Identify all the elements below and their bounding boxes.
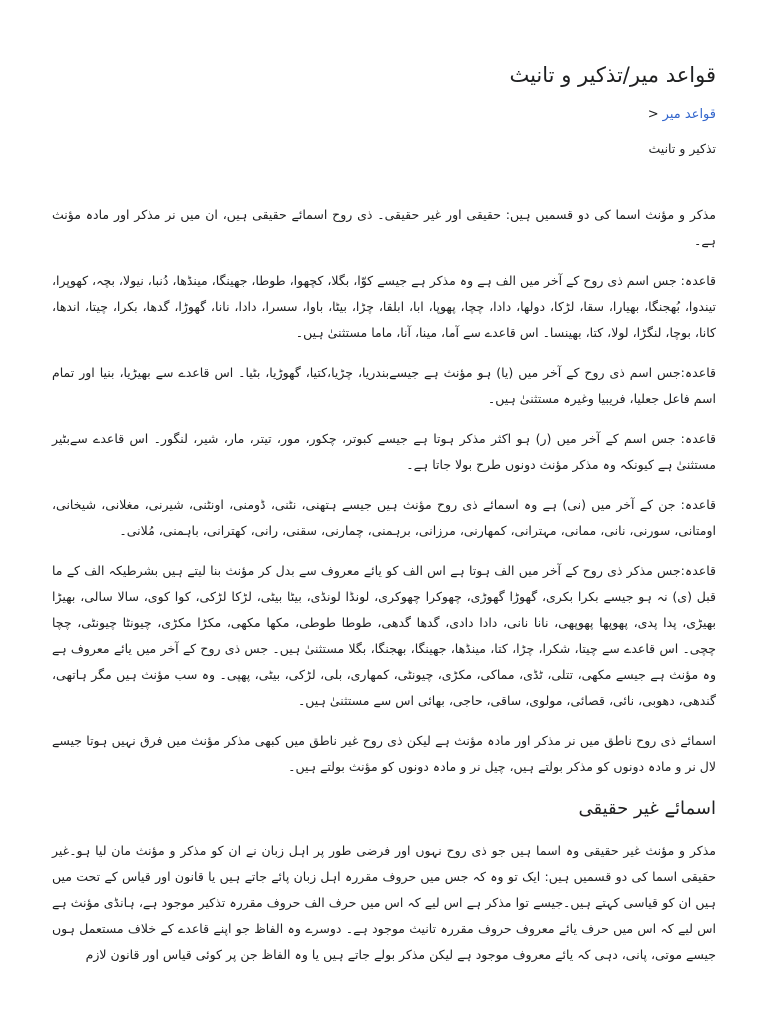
section-label: تذکیر و تانیث [648,141,716,156]
article-body [52,136,716,982]
paragraph-ghair-haqiqi: مذکر و مؤنث غیر حقیقی وہ اسما ہیں جو ذی روح نہوں اور فرضی طور پر اہل زبان نے ان کو مذکر و مؤنث مان لیا ہو۔غیر حقیقی اسما کی دو قسمیں ہیں: ایک تو وہ کہ جس میں حروف مقررہ اہل زبان پائے جاتے ہیں یا قانون اور قیاس کے تحت میں ہیں ان کو قیاسی کہتے ہیں۔جیسے توا مذکر ہے اس لیے کہ اس میں حرف الف حروف مقررہ تذکیر موجود ہے، ہانڈی مؤنث ہے اس لیے کہ اس میں حرف یائے معروف حروف مقررہ تانیث موجود ہے۔ دوسرے وہ الفاظ جو اپنے قاعدے کے خلاف مستعمل ہوں جیسے موتی، پانی، دہی کہ یائے معروف موجود ہے لیکن مذکر بولے جاتے ہیں یا وہ الفاظ جن پر کوئی قیاس اور قانون لازم [52,843,716,962]
paragraph-rule-ni: قاعدہ: جن کے آخر میں (نی) ہے وہ اسمائے ذی روح مؤنث ہیں جیسے ہتھنی، نٹنی، ڈومنی، اونٹنی، شیرنی، مغلانی، شیخانی، اومتانی، سورنی، نانی، ممانی، مہترانی، کمھارنی، مرزانی، برہمنی، چمارنی، سقنی، رانی، کھترانی، باہمنی، مُلانی۔ [52,497,716,538]
paragraph-natiq: اسمائے ذی روح ناطق میں نر مذکر اور مادہ مؤنث ہے لیکن ذی روح غیر ناطق میں کبھی مذکر مؤنث میں فرق نہیں ہوتا جیسے لال نر و مادہ دونوں کو مذکر بولتے ہیں، چیل نر و مادہ دونوں کو مؤنث بولتے ہیں۔ [52,733,716,774]
paragraph-intro: مذکر و مؤنث اسما کی دو قسمیں ہیں: حقیقی اور غیر حقیقی۔ ذی روح اسمائے حقیقی ہیں، ان میں نر مذکر اور مادہ مؤنث ہے۔ [52,207,716,248]
paragraph-rule-ya: قاعدہ:جس اسم ذی روح کے آخر میں (یا) ہو مؤنث ہے جیسےبندریا، چڑیا،کتیا، گھوڑیا، بٹیا۔ اس قاعدے سے بھیڑیا، بنیا اور تمام اسم فاعل جعلیا، فریبیا وغیرہ مستثنیٰ ہیں۔ [52,365,716,406]
section-heading-ghair-haqiqi: اسمائے غیر حقیقی [578,798,716,819]
breadcrumb-separator: < [647,107,659,122]
breadcrumb [52,104,716,126]
breadcrumb-link-qawaid-mir[interactable]: قواعد میر [662,107,716,122]
page-container [52,0,716,1024]
paragraph-rule-ra: قاعدہ: جس اسم کے آخر میں (ر) ہو اکثر مذکر ہوتا ہے جیسے کبوتر، چکور، مور، تیتر، مار، شیر، لنگور۔ اس قاعدے سےبٹیر مستثنیٰ ہے کیونکہ وہ مذکر مؤنث دونوں طرح بولا جاتا ہے۔ [52,431,716,472]
paragraph-rule-ya-maroof: قاعدہ:جس مذکر ذی روح کے آخر میں الف ہوتا ہے اس الف کو یائے معروف سے بدل کر مؤنث بنا لیتے ہیں بشرطیکہ الف کے ما قبل (ی) نہ ہو جیسے بکرا بکری، گھوڑا گھوڑی، چھوکرا چھوکری، لونڈا لونڈی، بیٹا بیٹی، لڑکا لڑکی، کوا کوی، سالا سالی، بھیڑا بھیڑی، پدا پدی، پھوپھا پھوپھی، نانا نانی، دادا دادی، گدھا گدھی، طوطا طوطی، مکھا مکھی، مکڑا مکڑی، چیونٹا چیونٹی، چچا چچی۔ اس قاعدے سے چیتا، شکرا، چڑا، کتا، مینڈھا، جھینگا، بھجنگا، بگلا مستثنیٰ ہیں۔ جس ذی روح کے آخر میں یائے معروف ہے وہ مؤنث ہے جیسے مکھی، تتلی، ٹڈی، مماکی، مکڑی، چیونٹی، کمھاری، بلی، لڑکی، بیٹی، پھپی۔ وہ سب مؤنث ہیں مگر ہاتھی، گندھی، دھوبی، نائی، قصائی، مولوی، ساقی، حاجی، بھائی اس سے مستثنیٰ ہیں۔ [52,563,716,708]
page-title: قواعد میر/تذکیر و تانیث [509,63,716,87]
paragraph-rule-alif: قاعدہ: جس اسم ذی روح کے آخر میں الف ہے وہ مذکر ہے جیسے کوّا، بگلا، کچھوا، طوطا، جھینگا، مینڈھا، دُنبا، نیولا، بچہ، کھوپرا، تیندوا، بُھجنگا، بھیارا، سقا، لڑکا، دولھا، دادا، چچا، پھوپا، ابا، ابلقا، چڑا، بیٹا، باوا، سسرا، دادا، نانا، گھوڑا، گدھا، بکرا، چیتا، اندھا، کانا، بوچا، لنگڑا، لولا، کتا، بھینسا۔ اس قاعدے سے آما، مینا، آنا، ماما مستثنیٰ ہیں۔ [52,273,716,340]
